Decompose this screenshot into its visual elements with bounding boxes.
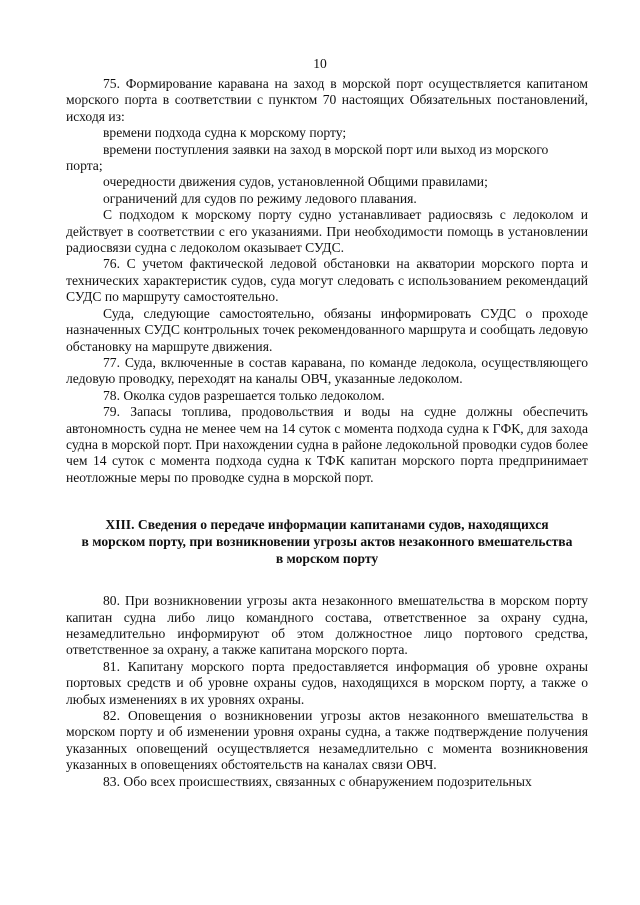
page-number: 10	[313, 56, 327, 71]
paragraph: 76. С учетом фактической ледовой обстановки на акватории морского порта и технических характеристик судов, суда могут следовать с использованием рекомендаций СУДС по маршруту самостоятельно.	[66, 256, 588, 305]
list-item: очередности движения судов, установленной Общими правилами;	[103, 174, 488, 190]
section-heading-line-2: в морском порту, при возникновении угрозы актов незаконного вмешательства	[81, 534, 573, 550]
section-heading-line-3: в морском порту	[275, 551, 379, 567]
paragraph: 83. Обо всех происшествиях, связанных с обнаружением подозрительных	[103, 773, 532, 789]
paragraph: 80. При возникновении угрозы акта незаконного вмешательства в морском порту капитан судна либо лицо командного состава, ответственное за охрану судна, незамедлительно информируют об этом должностное лицо портового средства, ответственное за охрану, а также капитана морского порта.	[66, 593, 588, 658]
paragraph: 77. Суда, включенные в состав каравана, по команде ледокола, осуществляющего ледовую проводку, переходят на каналы ОВЧ, указанные ледоколом.	[66, 354, 588, 387]
paragraph: 81. Капитану морского порта предоставляется информация об уровне охраны портовых средств и об уровне охраны судов, находящихся в морском порту, а также о любых изменениях в их уровнях охраны.	[66, 658, 588, 707]
paragraph: 79. Запасы топлива, продовольствия и воды на судне должны обеспечить автономность судна не менее чем на 14 суток с момента подхода судна к ГФК, для захода судна в морской порт. При нахождении судна в районе ледокольной проводки судов более чем 14 суток с момента подхода судна к ТФК капитан морского порта предпринимает неотложные меры по проводке судна в морской порт.	[66, 404, 588, 485]
document-body	[66, 76, 588, 790]
section-xii-continuation	[66, 76, 588, 486]
section-heading	[66, 516, 588, 567]
section-xiii-body	[66, 593, 588, 790]
paragraph: С подходом к морскому порту судно устанавливает радиосвязь с ледоколом и действует в соответствии с его указаниями. При необходимости помощь в установлении радиосвязи судна с ледоколом оказывает СУДС.	[66, 207, 588, 256]
section-heading-line-1: XIII. Сведения о передаче информации капитанами судов, находящихся	[105, 517, 549, 533]
paragraph: Суда, следующие самостоятельно, обязаны информировать СУДС о проходе назначенных СУДС контрольных точек рекомендованного маршрута и сообщать ледовую обстановку на маршруте движения.	[66, 305, 588, 354]
paragraph: 78. Околка судов разрешается только ледоколом.	[103, 387, 385, 403]
list-item: времени подхода судна к морскому порту;	[103, 125, 347, 141]
paragraph: 82. Оповещения о возникновении угрозы актов незаконного вмешательства в морском порту и об изменении уровня охраны судна, а также подтверждение получения указанных оповещений осуществляется незамедлительно с момента возникновения указанных в оповещениях обстоятельств на каналах связи ОВЧ.	[66, 708, 588, 773]
list-item: времени поступления заявки на заход в морской порт или выход из морского порта;	[66, 141, 549, 174]
list-item: ограничений для судов по режиму ледового плавания.	[103, 190, 417, 206]
paragraph: 75. Формирование каравана на заход в морской порт осуществляется капитаном морского порта в соответствии с пунктом 70 настоящих Обязательных постановлений, исходя из:	[66, 76, 588, 124]
